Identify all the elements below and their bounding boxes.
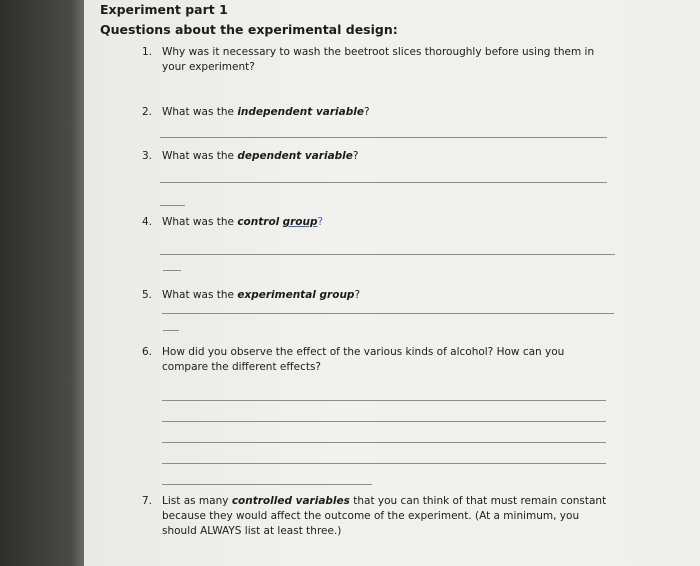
question-number: 6.: [142, 346, 153, 358]
question-text-line2: your experiment?: [162, 61, 255, 73]
question-text-line3: should ALWAYS list at least three.): [162, 525, 342, 537]
answer-line-short: [163, 270, 181, 271]
question-mark: ?: [317, 216, 324, 228]
answer-line[interactable]: [160, 254, 615, 255]
section-heading: Questions about the experimental design:: [100, 22, 398, 37]
question-text: Why was it necessary to wash the beetroot slices thoroughly before using them in: [162, 46, 595, 58]
photo-background: [0, 0, 84, 566]
answer-line-short: [160, 205, 185, 206]
question-number: 3.: [142, 150, 153, 162]
question-mark: ?: [363, 106, 370, 118]
question-prefix: List as many: [162, 495, 232, 507]
question-mark: ?: [352, 150, 359, 162]
question-text: [162, 288, 360, 303]
question-text: [162, 215, 323, 230]
answer-line-short: [163, 330, 179, 331]
question-text-line2: because they would affect the outcome of the experiment. (At a minimum, you: [162, 510, 580, 522]
emphasis-term: control: [237, 216, 280, 228]
question-number: 2.: [142, 106, 153, 118]
page-title: Experiment part 1: [100, 2, 228, 17]
question-text: [162, 149, 358, 164]
answer-line[interactable]: [162, 484, 372, 485]
question-number: 5.: [142, 289, 153, 301]
answer-line[interactable]: [162, 442, 606, 443]
answer-line[interactable]: [160, 182, 607, 183]
answer-line[interactable]: [160, 137, 607, 138]
answer-line[interactable]: [162, 421, 606, 422]
question-text: [162, 105, 370, 120]
question-text: [162, 494, 606, 509]
question-text-line2: compare the different effects?: [162, 361, 321, 373]
question-prefix: What was the: [162, 150, 238, 162]
question-mark: ?: [354, 289, 361, 301]
question-prefix: What was the: [162, 216, 238, 228]
worksheet-page: [84, 0, 700, 566]
emphasis-term-underlined: group: [282, 216, 318, 228]
emphasis-term: independent variable: [237, 106, 364, 118]
question-suffix: that you can think of that must remain constant: [349, 495, 607, 507]
question-number: 1.: [142, 46, 153, 58]
emphasis-term: dependent variable: [237, 150, 353, 162]
question-text: How did you observe the effect of the various kinds of alcohol? How can you: [162, 346, 565, 358]
question-prefix: What was the: [162, 106, 238, 118]
question-prefix: What was the: [162, 289, 238, 301]
answer-line[interactable]: [162, 313, 614, 314]
answer-line[interactable]: [162, 400, 606, 401]
emphasis-term: experimental group: [237, 289, 355, 301]
emphasis-term: controlled variables: [231, 495, 350, 507]
question-number: 7.: [142, 495, 153, 507]
answer-line[interactable]: [162, 463, 606, 464]
question-number: 4.: [142, 216, 153, 228]
